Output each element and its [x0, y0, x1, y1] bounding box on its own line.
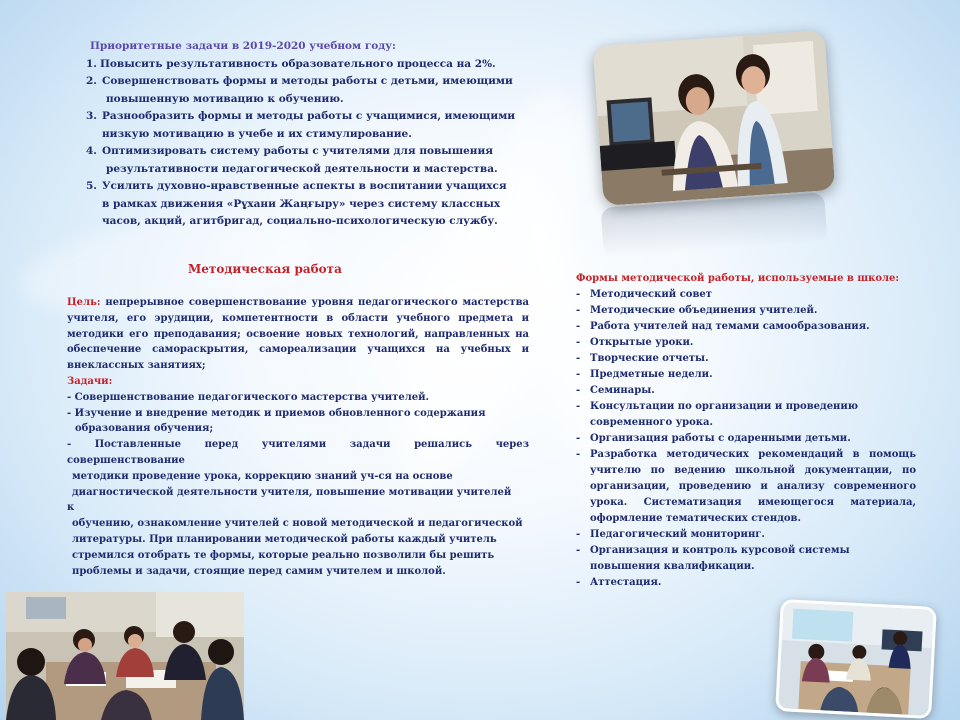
task-line: проблемы и задачи, стоящие перед самим учителем и школой.	[72, 565, 446, 577]
forms-item-text: Семинары.	[590, 385, 655, 396]
list-dash: -	[576, 433, 581, 444]
priority-text: результативности педагогической деятельности и мастерства.	[106, 162, 498, 175]
forms-list-item	[576, 287, 916, 303]
forms-list-item	[576, 383, 916, 399]
task-line: совершенствование	[67, 454, 185, 466]
list-dash: -	[576, 337, 581, 348]
priority-item	[86, 108, 516, 143]
priority-number: 4.	[86, 145, 97, 157]
priority-item	[86, 143, 516, 178]
task-line: - Изучение и внедрение методик и приемов обновленного содержания	[67, 407, 486, 419]
forms-item-text: Разработка методических рекомендаций в помощь учителю по ведению школьной документации, по организации, проведению и анализу современного урока. Систематизация имеющегося материала, оформление тематических стендов.	[590, 449, 916, 524]
method-section	[67, 295, 529, 579]
forms-list-item	[576, 399, 916, 431]
forms-section	[576, 271, 916, 591]
priority-text: Разнообразить формы и методы работы с учащимися, имеющими	[102, 110, 516, 122]
classroom-group-photo	[6, 592, 244, 720]
forms-list-item	[576, 575, 916, 591]
priority-text: низкую мотивацию в учебе и их стимулирование.	[102, 127, 412, 140]
priority-number: 3.	[86, 110, 97, 122]
list-dash: -	[576, 353, 581, 364]
task-line: литературы. При планировании методической работы каждый учитель	[72, 533, 497, 545]
goal-paragraph	[67, 295, 529, 374]
forms-item-text: Предметные недели.	[590, 369, 713, 380]
priority-text: повышенную мотивацию к обучению.	[106, 92, 344, 105]
forms-list-item	[576, 335, 916, 351]
forms-item-text: Аттестация.	[590, 577, 662, 588]
teachers-computer-photo	[593, 30, 836, 206]
priority-text: Совершенствовать формы и методы работы с детьми, имеющими	[102, 75, 513, 87]
list-dash: -	[576, 289, 581, 300]
task-line: обучению, ознакомление учителей с новой методической и педагогической	[72, 518, 523, 530]
task-line: диагностической деятельности учителя, повышение мотивации учителей	[72, 486, 512, 498]
priorities-block	[86, 38, 516, 231]
list-dash: -	[576, 305, 581, 316]
priority-item	[86, 178, 516, 231]
forms-item-text: Организация и контроль курсовой системы повышения квалификации.	[590, 545, 850, 572]
forms-list-item	[576, 319, 916, 335]
priority-text: часов, акций, агитбригад, социально-психологическую службу.	[102, 215, 498, 227]
forms-list-item	[576, 367, 916, 383]
forms-item-text: Педагогический мониторинг.	[590, 529, 765, 540]
forms-list-item	[576, 431, 916, 447]
forms-item-text: Консультации по организации и проведению современного урока.	[590, 401, 859, 428]
forms-section-title: Формы методической работы, используемые в школе:	[576, 273, 900, 284]
forms-list-item	[576, 527, 916, 543]
priority-item	[86, 73, 516, 108]
task-line: - Совершенствование педагогического мастерства учителей.	[67, 391, 430, 403]
forms-list-item	[576, 447, 916, 527]
classroom-teacher-photo	[775, 599, 937, 719]
forms-list-item	[576, 303, 916, 319]
forms-item-text: Методический совет	[590, 289, 712, 300]
forms-item-text: Методические объединения учителей.	[590, 305, 818, 316]
forms-list-item	[576, 351, 916, 367]
forms-list-item	[576, 543, 916, 575]
task-line: - Поставленные перед учителями задачи решались через	[67, 439, 529, 451]
list-dash: -	[576, 369, 581, 380]
list-dash: -	[576, 577, 581, 588]
forms-item-text: Работа учителей над темами самообразования.	[590, 321, 870, 332]
task-line: методики проведение урока, коррекцию знаний уч-ся на основе	[72, 470, 453, 482]
priority-text: Усилить духовно-нравственные аспекты в воспитании учащихся	[102, 180, 507, 192]
list-dash: -	[576, 321, 581, 332]
priority-number: 5.	[86, 180, 97, 192]
task-line: к	[67, 502, 75, 514]
list-dash: -	[576, 529, 581, 540]
forms-item-text: Творческие отчеты.	[590, 353, 709, 364]
tasks-label: Задачи:	[67, 375, 113, 387]
forms-item-text: Организация работы с одаренными детьми.	[590, 433, 851, 444]
priority-number: 1.	[86, 57, 97, 70]
method-section-title: Методическая работа	[188, 262, 342, 276]
goal-label: Цель:	[67, 297, 101, 308]
list-dash: -	[576, 449, 581, 460]
priority-item	[86, 56, 516, 74]
goal-text: непрерывное совершенствование уровня педагогического мастерства учителя, его эрудиции, компетентности в области учебного предмета и методики его преподавания; освоение новых технологий, направленных на обеспечение самораскрытия, самореализации учащихся на учебных и внеклассных занятиях;	[67, 297, 529, 372]
priority-text: в рамках движения «Рұхани Жаңғыру» через систему классных	[102, 197, 501, 210]
forms-item-text: Открытые уроки.	[590, 337, 694, 348]
list-dash: -	[576, 385, 581, 396]
list-dash: -	[576, 401, 581, 412]
priority-number: 2.	[86, 75, 97, 87]
list-dash: -	[576, 545, 581, 556]
priority-text: Повысить результативность образовательного процесса на 2%.	[100, 57, 496, 70]
task-line: образования обучения;	[75, 423, 214, 435]
priorities-title: Приоритетные задачи в 2019-2020 учебном году:	[90, 40, 396, 52]
priority-text: Оптимизировать систему работы с учителями для повышения	[102, 145, 494, 157]
task-line: стремился отобрать те формы, которые реально позволили бы решить	[72, 549, 495, 561]
